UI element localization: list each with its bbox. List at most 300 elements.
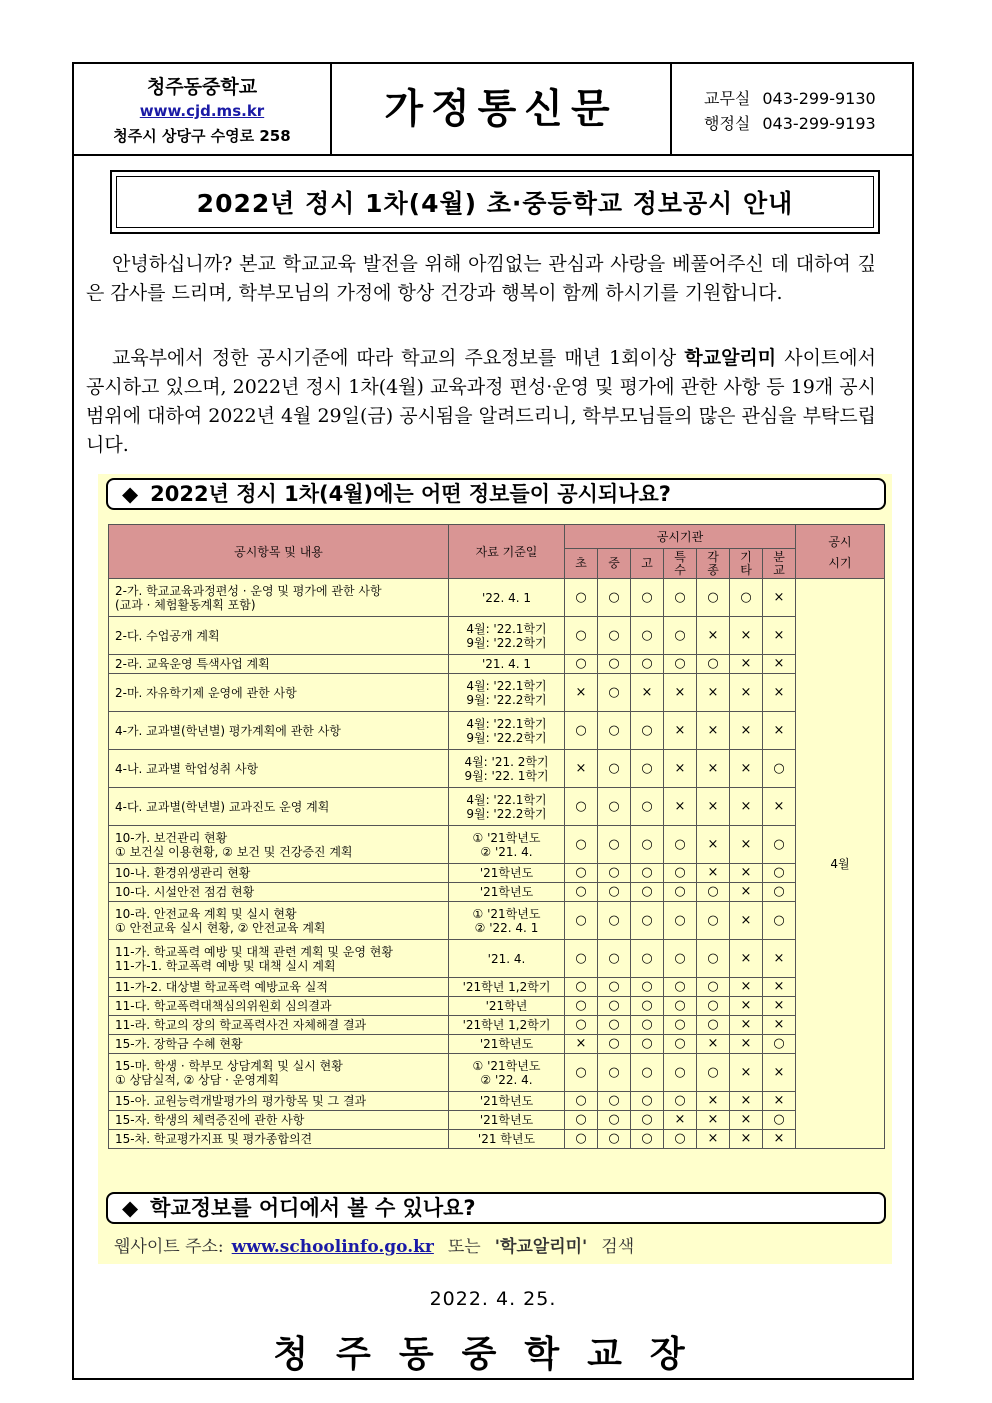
row-date-text: '21학년 1,2학기 — [462, 1018, 551, 1032]
row-date-text: 4월: '22.1학기 — [466, 792, 547, 807]
row-mark: ○ — [763, 1111, 796, 1130]
table-row — [109, 883, 885, 902]
row-mark: ○ — [697, 940, 730, 978]
row-mark: ○ — [598, 579, 631, 617]
section2-banner — [106, 1192, 886, 1224]
row-item-text: 11-다. 학교폭력대책심의위원회 심의결과 — [115, 999, 332, 1013]
notice-text-bold: 학교알리미 — [684, 347, 777, 369]
row-mark: ○ — [763, 826, 796, 864]
row-mark: × — [565, 674, 598, 712]
row-mark: ○ — [631, 940, 664, 978]
row-mark: ○ — [598, 997, 631, 1016]
row-mark: ○ — [565, 997, 598, 1016]
row-mark: ○ — [697, 997, 730, 1016]
row-mark: × — [664, 1111, 697, 1130]
row-date-text: '21학년도 — [479, 1113, 534, 1127]
row-mark: ○ — [763, 883, 796, 902]
row-mark: ○ — [598, 1130, 631, 1149]
row-base-date — [449, 750, 565, 788]
row-base-date — [449, 674, 565, 712]
row-mark: × — [565, 750, 598, 788]
row-date-text: '21학년도 — [479, 1037, 534, 1051]
row-item — [109, 902, 449, 940]
row-mark: × — [763, 997, 796, 1016]
row-mark: × — [697, 1035, 730, 1054]
row-item-text: 10-다. 시설안전 점검 현황 — [115, 885, 255, 899]
row-mark: ○ — [664, 579, 697, 617]
greeting-paragraph — [86, 250, 876, 308]
row-mark: ○ — [697, 978, 730, 997]
row-mark: ○ — [664, 902, 697, 940]
row-mark: ○ — [631, 655, 664, 674]
row-base-date — [449, 826, 565, 864]
header-timing-line1: 공시 — [828, 534, 852, 549]
header-agency-col — [763, 549, 796, 579]
row-mark: ○ — [631, 826, 664, 864]
row-mark: ○ — [664, 940, 697, 978]
header — [74, 64, 912, 156]
agency-label: 초 — [575, 556, 587, 570]
row-mark: ○ — [565, 712, 598, 750]
row-mark: × — [763, 617, 796, 655]
row-mark: ○ — [598, 674, 631, 712]
agency-label: 기 — [740, 549, 752, 564]
school-info — [74, 64, 332, 154]
header-base-date: 자료 기준일 — [449, 525, 565, 579]
header-agency-col — [598, 549, 631, 579]
row-mark: ○ — [565, 1111, 598, 1130]
row-mark: × — [730, 617, 763, 655]
row-mark: ○ — [598, 655, 631, 674]
notice-title: 2022년 정시 1차(4월) 초·중등학교 정보공시 안내 — [116, 176, 874, 228]
row-mark: ○ — [598, 978, 631, 997]
row-date-text: ② '22. 4. 1 — [474, 920, 539, 935]
row-date-text: 4월: '21. 2학기 — [464, 754, 549, 769]
header-timing-line2: 시기 — [828, 555, 852, 570]
row-mark: × — [763, 1054, 796, 1092]
row-mark: × — [664, 750, 697, 788]
row-mark: × — [763, 655, 796, 674]
agency-label: 중 — [608, 556, 620, 570]
table-row — [109, 997, 885, 1016]
agency-label: 분 — [773, 549, 785, 564]
row-mark: ○ — [598, 712, 631, 750]
row-mark: × — [664, 712, 697, 750]
row-base-date — [449, 1035, 565, 1054]
header-agency-col — [697, 549, 730, 579]
row-mark: ○ — [631, 978, 664, 997]
row-date-text: ① '21학년도 — [472, 1058, 541, 1073]
row-base-date — [449, 864, 565, 883]
row-date-text: 9월: '22.2학기 — [466, 730, 547, 745]
row-item — [109, 617, 449, 655]
row-mark: × — [730, 1130, 763, 1149]
disclosure-table — [108, 524, 885, 1149]
row-mark: ○ — [631, 617, 664, 655]
row-mark: ○ — [664, 617, 697, 655]
row-mark: ○ — [598, 750, 631, 788]
newsletter-frame — [72, 62, 914, 1380]
row-mark: ○ — [631, 864, 664, 883]
row-mark: ○ — [697, 1016, 730, 1035]
row-item — [109, 883, 449, 902]
agency-label-2: 타 — [740, 562, 752, 577]
row-mark: ○ — [664, 997, 697, 1016]
row-mark: × — [730, 1016, 763, 1035]
row-item — [109, 1054, 449, 1092]
table-row — [109, 1035, 885, 1054]
row-mark: ○ — [664, 1035, 697, 1054]
table-row — [109, 1111, 885, 1130]
row-mark: ○ — [664, 864, 697, 883]
row-base-date — [449, 1092, 565, 1111]
row-mark: ○ — [697, 902, 730, 940]
row-mark: ○ — [565, 1016, 598, 1035]
row-mark: × — [763, 1130, 796, 1149]
row-mark: ○ — [697, 883, 730, 902]
row-mark: ○ — [664, 1092, 697, 1111]
table-row — [109, 712, 885, 750]
newsletter-title: 가정통신문 — [332, 64, 672, 154]
row-item — [109, 940, 449, 978]
row-base-date — [449, 997, 565, 1016]
row-item-text: 4-가. 교과별(학년별) 평가계획에 관한 사항 — [115, 723, 341, 738]
row-date-text: 4월: '22.1학기 — [466, 678, 547, 693]
row-base-date — [449, 712, 565, 750]
row-mark: ○ — [598, 1054, 631, 1092]
table-row — [109, 617, 885, 655]
row-mark: ○ — [631, 902, 664, 940]
notice-text-after: 사이트에서 공시하고 있으며, 2022년 정시 1차(4월) 교육과정 편성·운영 및 평가에 관한 사항 등 19개 공시범위에 대하여 2022년 4월 29일(금) 공시됨을 알려드리니, 학부모님들의 많은 관심을 부탁드립니다. — [86, 347, 876, 456]
row-mark: × — [730, 674, 763, 712]
table-row — [109, 750, 885, 788]
row-item — [109, 788, 449, 826]
notice-paragraph — [86, 344, 876, 460]
phone-label: 행정실 — [704, 114, 751, 133]
row-mark: × — [763, 978, 796, 997]
row-item-text: 11-가. 학교폭력 예방 및 대책 관련 계획 및 운영 현황 — [115, 944, 393, 959]
agency-label: 각 — [707, 549, 719, 564]
row-item — [109, 864, 449, 883]
table-row — [109, 788, 885, 826]
row-mark: ○ — [565, 883, 598, 902]
row-mark: × — [565, 1035, 598, 1054]
school-address: 청주시 상당구 수영로 258 — [113, 127, 291, 145]
search-text: 검색 — [601, 1237, 635, 1257]
row-item-text: 10-가. 보건관리 현황 — [115, 830, 228, 845]
or-text: 또는 — [447, 1237, 481, 1257]
row-mark: ○ — [598, 788, 631, 826]
row-mark: ○ — [664, 1130, 697, 1149]
row-mark: ○ — [664, 1054, 697, 1092]
row-mark: × — [697, 617, 730, 655]
row-mark: ○ — [598, 1016, 631, 1035]
row-mark: × — [697, 750, 730, 788]
row-mark: × — [730, 750, 763, 788]
row-base-date — [449, 978, 565, 997]
row-item — [109, 1092, 449, 1111]
header-item: 공시항목 및 내용 — [109, 525, 449, 579]
row-mark: ○ — [598, 883, 631, 902]
notice-title-box — [110, 170, 880, 234]
row-mark: ○ — [763, 750, 796, 788]
row-item — [109, 997, 449, 1016]
row-mark: × — [730, 826, 763, 864]
row-mark: ○ — [565, 826, 598, 864]
row-mark: × — [697, 826, 730, 864]
agency-label-2: 교 — [773, 562, 785, 577]
row-item — [109, 750, 449, 788]
table-row — [109, 1054, 885, 1092]
website-line — [114, 1232, 634, 1257]
row-mark: ○ — [565, 1054, 598, 1092]
row-date-text: ① '21학년도 — [472, 830, 541, 845]
table-row — [109, 826, 885, 864]
row-mark: ○ — [565, 1130, 598, 1149]
phone-admin — [704, 111, 876, 134]
row-mark: ○ — [598, 1035, 631, 1054]
row-item-text: 10-라. 안전교육 계획 및 실시 현황 — [115, 906, 297, 921]
row-mark: × — [730, 902, 763, 940]
header-agency-col — [664, 549, 697, 579]
row-mark: ○ — [565, 617, 598, 655]
row-mark: ○ — [631, 788, 664, 826]
row-mark: ○ — [631, 1016, 664, 1035]
row-mark: ○ — [763, 902, 796, 940]
phone-academic — [704, 86, 876, 109]
row-date-text: '21학년도 — [479, 1094, 534, 1108]
row-item-text: 2-가. 학교교육과정편성 · 운영 및 평가에 관한 사항 — [115, 583, 382, 598]
row-base-date — [449, 1111, 565, 1130]
row-mark: × — [697, 712, 730, 750]
row-mark: ○ — [697, 1054, 730, 1092]
row-mark: ○ — [565, 1092, 598, 1111]
row-item — [109, 978, 449, 997]
row-base-date — [449, 579, 565, 617]
row-mark: ○ — [598, 826, 631, 864]
row-mark: ○ — [565, 579, 598, 617]
row-mark: ○ — [697, 579, 730, 617]
row-mark: × — [730, 1111, 763, 1130]
row-mark: ○ — [565, 978, 598, 997]
row-mark: ○ — [565, 788, 598, 826]
diamond-icon: ◆ — [122, 1196, 139, 1220]
section1-title: 2022년 정시 1차(4월)에는 어떤 정보들이 공시되나요? — [150, 482, 671, 506]
row-date-text: '21학년 — [485, 999, 528, 1013]
row-item-text: ① 상담실적, ② 상담 · 운영계획 — [115, 1072, 280, 1087]
table-row — [109, 864, 885, 883]
row-mark: ○ — [763, 864, 796, 883]
row-mark: ○ — [565, 940, 598, 978]
table-row — [109, 1130, 885, 1149]
row-date-text: '21학년도 — [479, 885, 534, 899]
table-row — [109, 1092, 885, 1111]
row-mark: ○ — [664, 826, 697, 864]
row-mark: × — [730, 864, 763, 883]
row-mark: ○ — [730, 579, 763, 617]
row-item-text: 2-라. 교육운영 특색사업 계획 — [115, 657, 270, 671]
row-mark: × — [730, 655, 763, 674]
section2-title: 학교정보를 어디에서 볼 수 있나요? — [150, 1196, 476, 1220]
row-item — [109, 1035, 449, 1054]
row-mark: ○ — [664, 655, 697, 674]
row-item-text: ① 안전교육 실시 현황, ② 안전교육 계획 — [115, 920, 326, 935]
row-base-date — [449, 940, 565, 978]
phone-number: 043-299-9193 — [762, 114, 876, 133]
row-mark: ○ — [631, 712, 664, 750]
signer-name: 청주동중학교장 — [273, 1334, 713, 1375]
agency-label: 특 — [674, 549, 686, 564]
row-mark: × — [697, 1092, 730, 1111]
row-item-text: 15-가. 장학금 수혜 현황 — [115, 1037, 243, 1051]
row-item — [109, 1016, 449, 1035]
row-mark: ○ — [631, 997, 664, 1016]
row-mark: × — [763, 579, 796, 617]
row-date-text: ② '21. 4. — [480, 844, 533, 859]
row-base-date — [449, 655, 565, 674]
table-row — [109, 978, 885, 997]
row-mark: × — [697, 1130, 730, 1149]
row-base-date — [449, 617, 565, 655]
row-item-text: 2-마. 자유학기제 운영에 관한 사항 — [115, 685, 297, 700]
header-agency-col — [565, 549, 598, 579]
row-date-text: 9월: '22.2학기 — [466, 806, 547, 821]
row-item-text: 15-자. 학생의 체력증진에 관한 사항 — [115, 1113, 305, 1127]
agency-label-2: 종 — [707, 562, 719, 577]
row-mark: ○ — [631, 1111, 664, 1130]
row-mark: × — [697, 864, 730, 883]
greeting-text: 안녕하십니까? 본교 학교교육 발전을 위해 아낌없는 관심과 사랑을 베풀어주신 데 대하여 깊은 감사를 드리며, 학부모님의 가정에 항상 건강과 행복이 함께 하시기를 기원합니다. — [86, 253, 876, 304]
row-mark: × — [730, 978, 763, 997]
row-mark: × — [763, 674, 796, 712]
table-row — [109, 1016, 885, 1035]
row-mark: ○ — [631, 750, 664, 788]
table-row — [109, 655, 885, 674]
row-item-text: 15-마. 학생 · 학부모 상담계획 및 실시 현황 — [115, 1058, 343, 1073]
row-item — [109, 655, 449, 674]
row-mark: ○ — [697, 655, 730, 674]
row-mark: ○ — [598, 902, 631, 940]
row-mark: ○ — [565, 864, 598, 883]
row-mark: ○ — [598, 864, 631, 883]
timing-cell: 4월 — [796, 579, 885, 1149]
row-mark: × — [730, 940, 763, 978]
row-date-text: '22. 4. 1 — [481, 590, 532, 605]
row-mark: × — [730, 1054, 763, 1092]
row-mark: × — [763, 940, 796, 978]
keyword-text: '학교알리미' — [494, 1237, 588, 1257]
row-item — [109, 579, 449, 617]
row-item-text: 11-가-1. 학교폭력 예방 및 대책 실시 계획 — [115, 958, 336, 973]
row-mark: ○ — [631, 883, 664, 902]
row-date-text: 9월: '22.2학기 — [466, 635, 547, 650]
row-mark: × — [697, 674, 730, 712]
row-mark: ○ — [631, 1054, 664, 1092]
row-item-text: 4-다. 교과별(학년별) 교과진도 운영 계획 — [115, 799, 330, 814]
table-row — [109, 579, 885, 617]
row-date-text: ① '21학년도 — [472, 906, 541, 921]
row-mark: × — [730, 1035, 763, 1054]
row-mark: ○ — [664, 978, 697, 997]
row-mark: × — [763, 712, 796, 750]
row-item — [109, 674, 449, 712]
row-date-text: 9월: '22.2학기 — [466, 692, 547, 707]
phone-label: 교무실 — [704, 89, 751, 108]
header-agency: 공시기관 — [565, 525, 796, 549]
row-mark: × — [697, 1111, 730, 1130]
row-mark: ○ — [664, 1016, 697, 1035]
header-timing — [796, 525, 885, 579]
row-item-text: 4-나. 교과별 학업성취 사항 — [115, 761, 259, 776]
row-item — [109, 826, 449, 864]
table-row — [109, 674, 885, 712]
table-row — [109, 940, 885, 978]
row-base-date — [449, 1130, 565, 1149]
school-name: 청주동중학교 — [146, 76, 258, 98]
row-date-text: '21학년 1,2학기 — [462, 980, 551, 994]
row-item-text: 2-다. 수업공개 계획 — [115, 628, 220, 643]
row-base-date — [449, 1016, 565, 1035]
row-mark: ○ — [763, 1035, 796, 1054]
row-date-text: 4월: '22.1학기 — [466, 621, 547, 636]
row-mark: ○ — [631, 1035, 664, 1054]
notice-text-before: 교육부에서 정한 공시기준에 따라 학교의 주요정보를 매년 1회이상 — [112, 347, 685, 369]
row-date-text: ② '22. 4. — [480, 1072, 533, 1087]
row-mark: ○ — [631, 1130, 664, 1149]
row-date-text: 9월: '22. 1학기 — [464, 768, 549, 783]
row-mark: ○ — [631, 579, 664, 617]
row-mark: ○ — [565, 655, 598, 674]
row-mark: ○ — [598, 1092, 631, 1111]
header-agency-col — [730, 549, 763, 579]
row-date-text: '21. 4. 1 — [481, 657, 532, 671]
row-mark: × — [664, 788, 697, 826]
row-item — [109, 712, 449, 750]
section1-banner — [106, 478, 886, 510]
row-mark: × — [763, 1092, 796, 1111]
row-mark: × — [664, 674, 697, 712]
row-mark: × — [697, 788, 730, 826]
school-website-link[interactable]: www.cjd.ms.kr — [139, 102, 265, 120]
row-mark: ○ — [598, 617, 631, 655]
row-base-date — [449, 902, 565, 940]
row-item-text: ① 보건실 이용현황, ② 보건 및 건강증진 계획 — [115, 844, 353, 859]
row-mark: ○ — [631, 1092, 664, 1111]
row-date-text: 4월: '22.1학기 — [466, 716, 547, 731]
row-mark: × — [763, 788, 796, 826]
info-panel — [98, 474, 892, 1264]
row-date-text: '21 학년도 — [477, 1132, 536, 1146]
row-mark: ○ — [598, 940, 631, 978]
row-mark: × — [730, 712, 763, 750]
row-item — [109, 1111, 449, 1130]
row-mark: × — [631, 674, 664, 712]
row-mark: ○ — [664, 883, 697, 902]
table-row — [109, 902, 885, 940]
row-item — [109, 1130, 449, 1149]
contact-phones — [672, 64, 912, 154]
row-mark: × — [730, 788, 763, 826]
diamond-icon: ◆ — [122, 482, 139, 506]
row-item-text: 11-가-2. 대상별 학교폭력 예방교육 실적 — [115, 980, 328, 994]
row-item-text: 10-나. 환경위생관리 현황 — [115, 866, 251, 880]
row-mark: ○ — [565, 902, 598, 940]
row-base-date — [449, 1054, 565, 1092]
row-date-text: '21학년도 — [479, 866, 534, 880]
row-date-text: '21. 4. — [487, 951, 526, 966]
schoolinfo-link[interactable]: www.schoolinfo.go.kr — [231, 1237, 434, 1257]
issue-date: 2022. 4. 25. — [429, 1288, 557, 1310]
